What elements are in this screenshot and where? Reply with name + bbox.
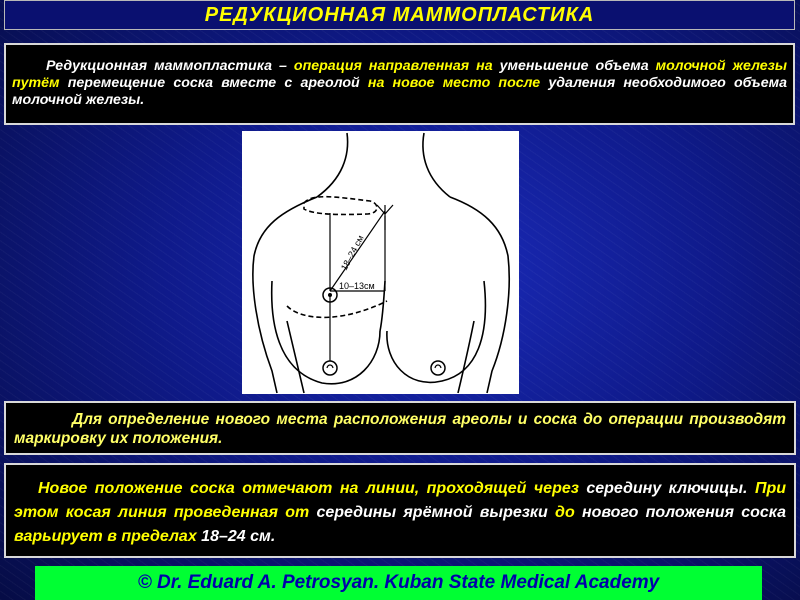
position-text-4: середины ярёмной вырезки bbox=[309, 504, 556, 521]
title-bar bbox=[4, 0, 795, 30]
definition-text-5: перемещение соска вместе с ареолой bbox=[59, 75, 368, 91]
position-text-8: 18–24 см. bbox=[196, 528, 276, 545]
torso-drawing bbox=[242, 131, 519, 394]
position-text-5: до bbox=[555, 504, 575, 521]
marking-box bbox=[4, 401, 796, 455]
position-text-2: серединy ключицы. bbox=[578, 480, 755, 497]
position-text-6: нового положения соска bbox=[574, 504, 786, 521]
footer-bar bbox=[35, 566, 762, 600]
position-box bbox=[4, 463, 796, 558]
definition-box bbox=[4, 43, 795, 125]
definition-text-3: уменьшение объема bbox=[492, 58, 656, 74]
position-text-7: варьирует в пределах bbox=[14, 528, 197, 545]
position-text-1: Новое положение соска отмечают на линии, проходящей через bbox=[38, 480, 579, 497]
definition-text-2: операция направленная на bbox=[293, 58, 493, 74]
definition-text-1: Редукционная маммопластика – bbox=[46, 58, 294, 74]
definition-text-6: на новое место после bbox=[367, 75, 541, 91]
page-title: РЕДУКЦИОННАЯ МАММОПЛАСТИКА bbox=[204, 3, 595, 26]
mammoplasty-illustration bbox=[242, 131, 519, 394]
definition-text-7: удаления необходимого объема молочной железы. bbox=[12, 75, 787, 108]
position-text-3: При этом косая линия проведенная от bbox=[14, 480, 786, 521]
definition-text-4: молочной железы путём bbox=[12, 58, 788, 91]
label-diagonal: 18–24 см bbox=[338, 233, 366, 272]
copyright-text: © Dr. Eduard A. Petrosyan. Kuban State Medical Academy bbox=[137, 572, 660, 593]
marking-text: Для определение нового места расположения ареолы и соска до операции производят маркировку их положения. bbox=[14, 411, 786, 447]
label-horizontal: 10–13см bbox=[339, 281, 375, 291]
